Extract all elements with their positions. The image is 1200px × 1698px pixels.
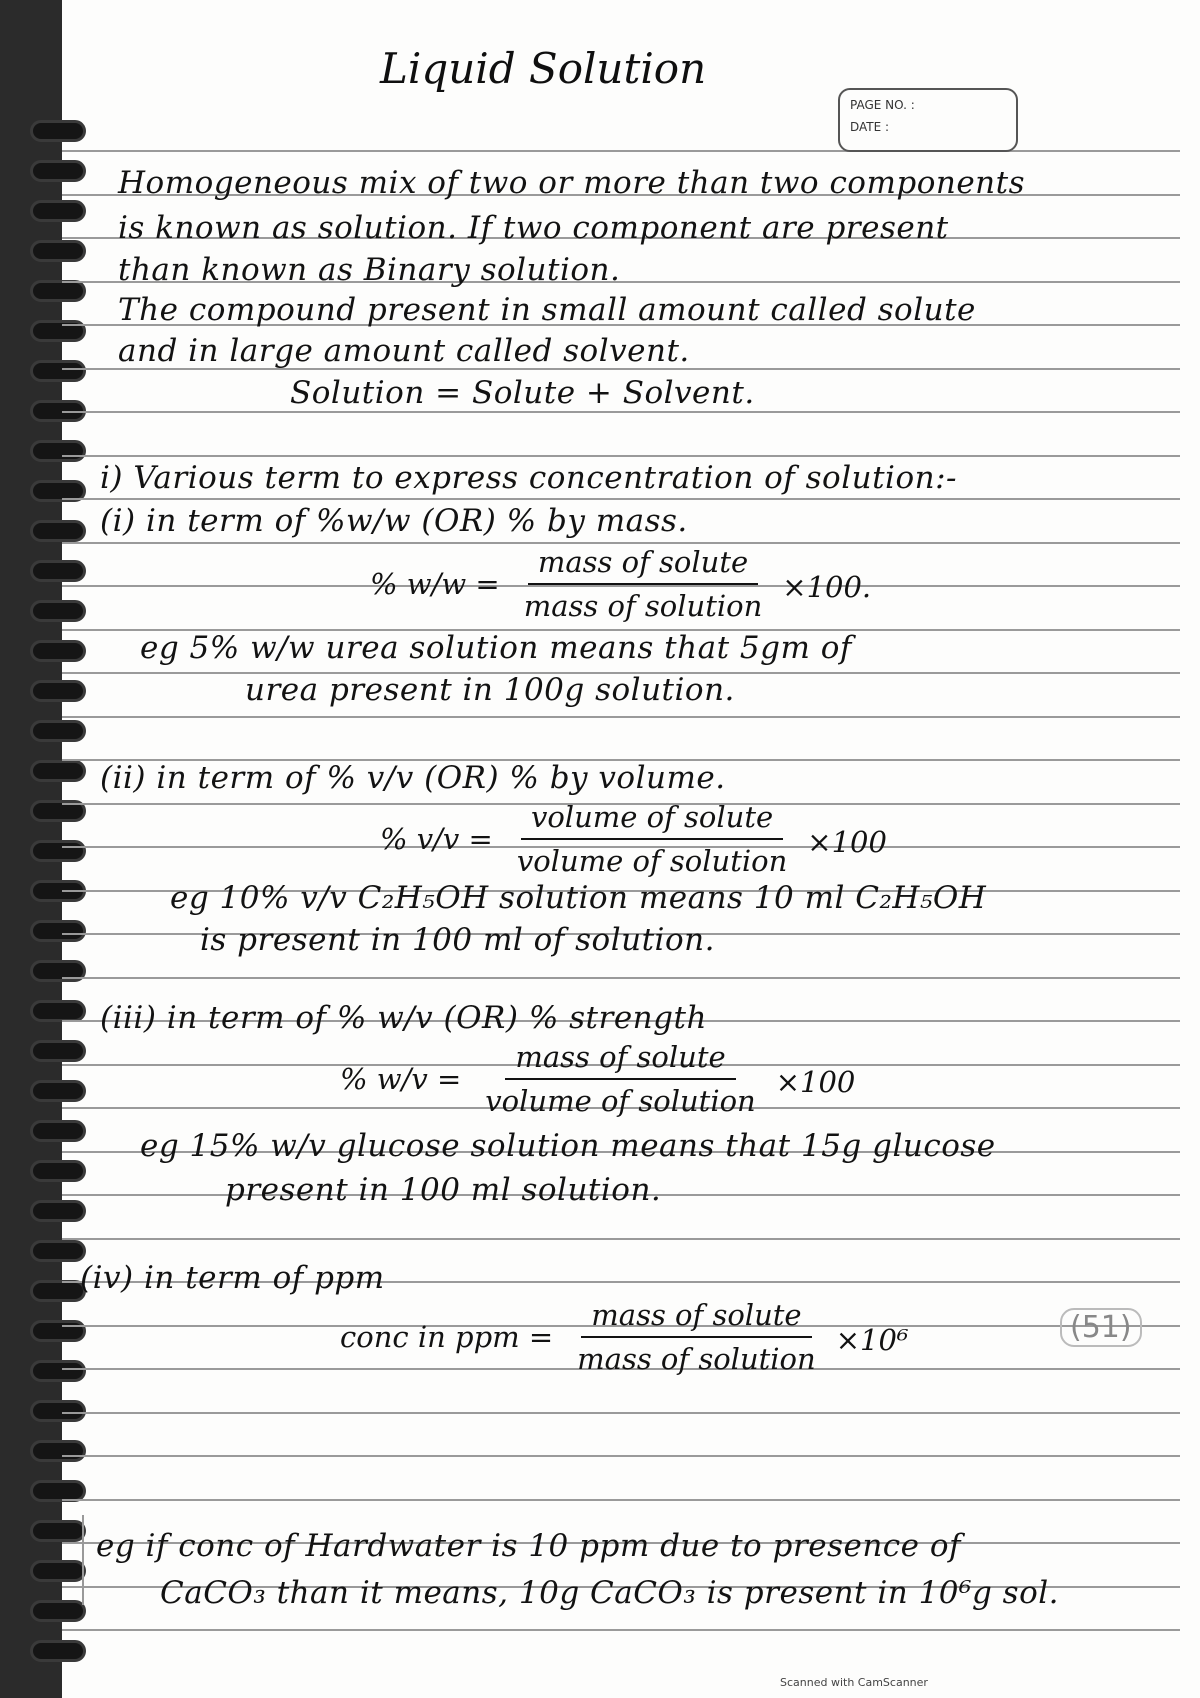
spiral-ring <box>30 1600 86 1622</box>
sec4-numerator: mass of solute <box>581 1298 811 1338</box>
page-number: (51) <box>1060 1308 1142 1347</box>
spiral-ring <box>30 1360 86 1382</box>
sec1-formula <box>370 545 871 623</box>
spiral-ring <box>30 160 86 182</box>
ruled-line <box>62 150 1180 152</box>
page-title: Liquid Solution <box>380 44 707 93</box>
spiral-ring <box>30 600 86 622</box>
sec4-example-line-2: CaCO₃ than it means, 10g CaCO₃ is present in 10⁶g sol. <box>160 1575 1059 1611</box>
spiral-ring <box>30 360 86 382</box>
sec4-title: (iv) in term of ppm <box>80 1260 385 1296</box>
ruled-line <box>62 498 1180 500</box>
spiral-ring <box>30 520 86 542</box>
spiral-ring <box>30 1560 86 1582</box>
sec2-example-line-1: eg 10% v/v C₂H₅OH solution means 10 ml C₂H₅OH <box>170 880 987 916</box>
spiral-ring <box>30 1640 86 1662</box>
sec1-numerator: mass of solute <box>528 545 758 585</box>
intro-line-1: Homogeneous mix of two or more than two components <box>118 165 1026 201</box>
sec2-multiplier: ×100 <box>807 825 887 859</box>
spiral-ring <box>30 680 86 702</box>
solution-equation: Solution = Solute + Solvent. <box>290 375 755 411</box>
intro-line-3: than known as Binary solution. <box>118 252 621 288</box>
ruled-line <box>62 1499 1180 1501</box>
sec4-example-line-1: eg if conc of Hardwater is 10 ppm due to presence of <box>96 1528 961 1564</box>
sec3-multiplier: ×100 <box>775 1065 856 1099</box>
sec3-formula <box>340 1040 855 1118</box>
ruled-line <box>62 1238 1180 1240</box>
spiral-ring <box>30 1120 86 1142</box>
spiral-ring <box>30 720 86 742</box>
spiral-ring <box>30 1080 86 1102</box>
ruled-line <box>62 411 1180 413</box>
ruled-line <box>62 1455 1180 1457</box>
sec3-title: (iii) in term of % w/v (OR) % strength <box>100 1000 707 1036</box>
concentration-heading: i) Various term to express concentration of solution:- <box>100 460 958 496</box>
spiral-ring <box>30 760 86 782</box>
sec3-example-line-1: eg 15% w/v glucose solution means that 15g glucose <box>140 1128 996 1164</box>
intro-line-5: and in large amount called solvent. <box>118 333 690 369</box>
spiral-ring <box>30 280 86 302</box>
sec2-numerator: volume of solute <box>521 800 783 840</box>
sec1-multiplier: ×100. <box>782 570 872 604</box>
spiral-ring <box>30 1440 86 1462</box>
scanner-watermark: Scanned with CamScanner <box>780 1676 928 1689</box>
sec1-denominator: mass of solution <box>523 589 763 623</box>
sec1-example-line-1: eg 5% w/w urea solution means that 5gm of <box>140 630 852 666</box>
sec1-example-line-2: urea present in 100g solution. <box>245 672 735 708</box>
sec4-multiplier: ×10⁶ <box>835 1323 909 1357</box>
intro-line-2: is known as solution. If two component are present <box>118 210 949 246</box>
spiral-ring <box>30 200 86 222</box>
spiral-ring <box>30 240 86 262</box>
sec3-example-line-2: present in 100 ml solution. <box>225 1172 662 1208</box>
page-date-stamp <box>838 88 1018 152</box>
sec2-formula-lhs: % v/v = <box>380 822 493 856</box>
sec3-numerator: mass of solute <box>505 1040 735 1080</box>
spiral-ring <box>30 1000 86 1022</box>
intro-line-4: The compound present in small amount called solute <box>118 292 976 328</box>
spiral-ring <box>30 1320 86 1342</box>
date-label: DATE : <box>850 120 890 134</box>
ruled-line <box>62 455 1180 457</box>
margin-line <box>82 1515 84 1605</box>
page-no-label: PAGE NO. : <box>850 98 915 112</box>
sec2-title: (ii) in term of % v/v (OR) % by volume. <box>100 760 726 796</box>
ruled-line <box>62 542 1180 544</box>
sec1-formula-lhs: % w/w = <box>370 567 500 601</box>
spiral-ring <box>30 560 86 582</box>
sec4-denominator: mass of solution <box>577 1342 816 1376</box>
spiral-ring <box>30 1040 86 1062</box>
sec2-formula <box>380 800 887 878</box>
spiral-ring <box>30 640 86 662</box>
ruled-line <box>62 1412 1180 1414</box>
ruled-line <box>62 1629 1180 1631</box>
spiral-ring <box>30 440 86 462</box>
spiral-ring <box>30 1400 86 1422</box>
spiral-ring <box>30 1280 86 1302</box>
spiral-ring <box>30 1240 86 1262</box>
sec4-formula-lhs: conc in ppm = <box>340 1320 554 1354</box>
spiral-ring <box>30 1160 86 1182</box>
sec2-example-line-2: is present in 100 ml of solution. <box>200 922 715 958</box>
spiral-ring <box>30 920 86 942</box>
sec3-denominator: volume of solution <box>485 1084 756 1118</box>
spiral-ring <box>30 840 86 862</box>
ruled-line <box>62 977 1180 979</box>
ruled-line <box>62 716 1180 718</box>
spiral-ring <box>30 1200 86 1222</box>
sec4-formula <box>340 1298 909 1376</box>
sec2-denominator: volume of solution <box>516 844 788 878</box>
spiral-ring <box>30 120 86 142</box>
spiral-ring <box>30 1520 86 1542</box>
sec3-formula-lhs: % w/v = <box>340 1062 462 1096</box>
sec1-title: (i) in term of %w/w (OR) % by mass. <box>100 503 688 539</box>
